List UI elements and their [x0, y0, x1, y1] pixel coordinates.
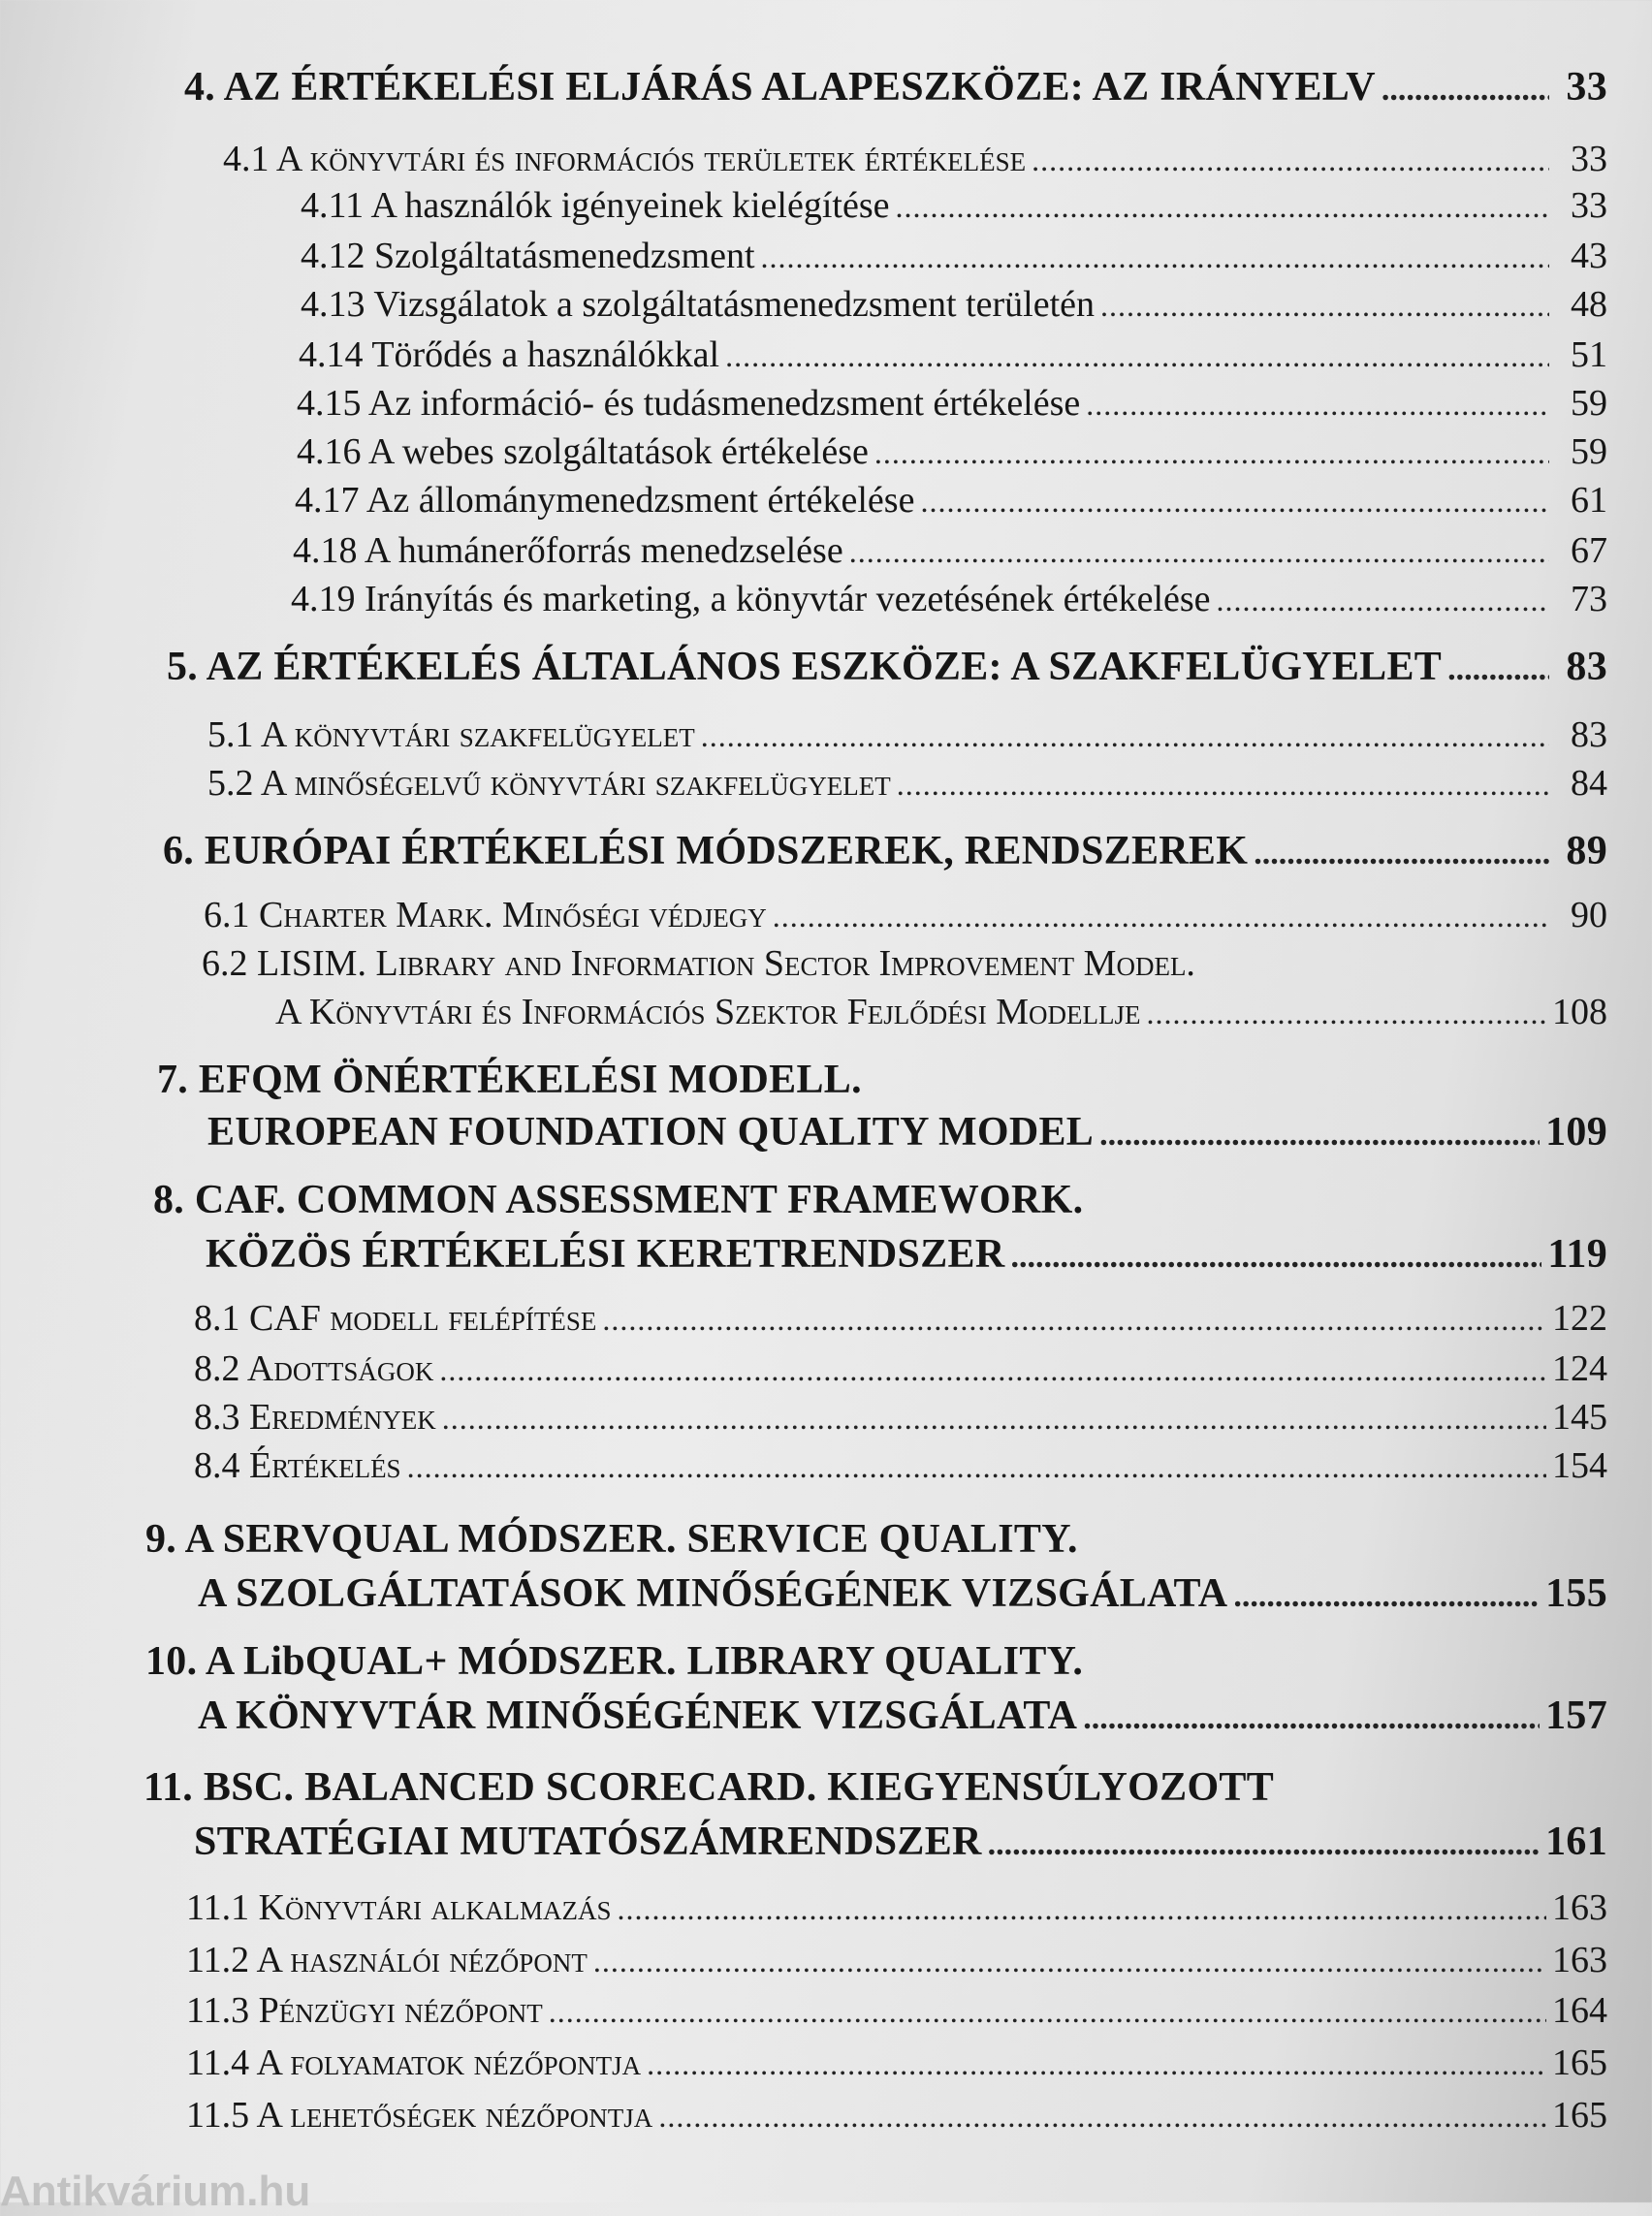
toc-entry-4-14 — [299, 333, 1607, 376]
toc-title: 5.1 A könyvtári szakfelügyelet — [207, 714, 695, 755]
dot-leader — [1010, 1239, 1541, 1276]
toc-page-number: 83 — [1566, 645, 1607, 689]
toc-entry-4-19 — [291, 578, 1607, 620]
toc-title: 8.2 Adottságok — [194, 1348, 434, 1389]
toc-title: 4.15 Az információ- és tudásmenedzsment értékelése — [297, 383, 1081, 424]
dot-leader — [602, 1302, 1546, 1338]
toc-entry-6-1 — [204, 894, 1607, 936]
toc-entry-ch8 — [206, 1231, 1607, 1278]
dot-leader — [618, 1891, 1546, 1927]
dot-leader — [874, 435, 1549, 471]
toc-title: 4.12 Szolgáltatásmenedzsment — [301, 236, 755, 276]
toc-page-number: 145 — [1552, 1397, 1607, 1438]
toc-entry-4-18 — [293, 529, 1607, 572]
toc-entry-11-3 — [186, 1989, 1607, 2032]
toc-page-number: 108 — [1552, 992, 1607, 1032]
toc-entry-ch4 — [184, 64, 1607, 111]
toc-entry-ch9 — [198, 1570, 1607, 1617]
toc-entry-11-5 — [186, 2094, 1607, 2137]
toc-entry-ch11-line1: 11. BSC. BALANCED SCORECARD. KIEGYENSÚLYOZOTT — [143, 1765, 1275, 1810]
toc-title: 11.2 A használói nézőpont — [186, 1940, 588, 1980]
dot-leader — [1100, 288, 1549, 324]
toc-title: 5.2 A minőségelvű könyvtári szakfelügyelet — [207, 763, 891, 804]
toc-entry-ch6 — [163, 828, 1607, 874]
toc-page-number: 119 — [1547, 1232, 1607, 1277]
toc-page-number: 84 — [1571, 763, 1607, 804]
dot-leader — [647, 2046, 1546, 2082]
toc-entry-5-2 — [207, 762, 1607, 805]
toc-title: 4.19 Irányítás és marketing, a könyvtár vezetésének értékelése — [291, 579, 1211, 619]
toc-page-number: 33 — [1571, 185, 1607, 226]
toc-page-number: 154 — [1552, 1445, 1607, 1486]
dot-leader — [773, 899, 1549, 934]
dot-leader — [988, 1826, 1540, 1863]
toc-page-number: 163 — [1552, 1887, 1607, 1928]
toc-page-number: 163 — [1552, 1940, 1607, 1980]
dot-leader — [1382, 72, 1549, 109]
toc-page-number: 161 — [1545, 1820, 1607, 1864]
toc-entry-ch5 — [167, 644, 1607, 690]
toc-entry-5-1 — [207, 713, 1607, 756]
toc-page-number: 165 — [1552, 2042, 1607, 2083]
toc-entry-8-1 — [194, 1297, 1607, 1340]
toc-title: 4.11 A használók igényeinek kielégítése — [301, 185, 890, 226]
dot-leader — [1233, 1578, 1540, 1615]
dot-leader — [549, 1994, 1546, 2030]
toc-page-number: 67 — [1571, 530, 1607, 571]
toc-entry-4-11 — [301, 184, 1607, 227]
toc-page-number: 83 — [1571, 714, 1607, 755]
dot-leader — [442, 1401, 1546, 1437]
dot-leader — [1217, 583, 1549, 618]
toc-entry-8-3 — [194, 1396, 1607, 1439]
dot-leader — [1447, 651, 1549, 688]
toc-page-number: 73 — [1571, 579, 1607, 619]
toc-page-number: 109 — [1545, 1110, 1607, 1155]
dot-leader — [439, 1352, 1546, 1388]
toc-page-number: 59 — [1571, 431, 1607, 472]
toc-entry-ch8-line1: 8. CAF. COMMON ASSESSMENT FRAMEWORK. — [153, 1178, 1084, 1222]
toc-title: 4.16 A webes szolgáltatások értékelése — [297, 431, 869, 472]
toc-entry-ch7-line1: 7. EFQM ÖNÉRTÉKELÉSI MODELL. — [157, 1058, 862, 1102]
toc-entry-ch11 — [194, 1819, 1607, 1865]
toc-page-number: 165 — [1552, 2095, 1607, 2136]
toc-title: STRATÉGIAI MUTATÓSZÁMRENDSZER — [194, 1820, 982, 1864]
dot-leader — [897, 767, 1549, 803]
toc-entry-4-17 — [295, 479, 1607, 522]
dot-leader — [658, 2099, 1546, 2135]
toc-entry-ch7 — [207, 1109, 1607, 1155]
toc-title: A Könyvtári és Információs Szektor Fejlődési Modellje — [275, 992, 1141, 1032]
toc-title: A KÖNYVTÁR MINŐSÉGÉNEK VIZSGÁLATA — [198, 1694, 1078, 1738]
toc-title: A SZOLGÁLTATÁSOK MINŐSÉGÉNEK VIZSGÁLATA — [198, 1571, 1228, 1616]
toc-title: 11.3 Pénzügyi nézőpont — [186, 1990, 543, 2031]
toc-entry-8-4 — [194, 1444, 1607, 1487]
toc-title: 8.3 Eredmények — [194, 1397, 436, 1438]
toc-title: 4.14 Törődés a használókkal — [299, 334, 720, 375]
toc-entry-4-15 — [297, 382, 1607, 425]
toc-title: 11.5 A lehetőségek nézőpontja — [186, 2095, 653, 2136]
toc-entry-11-1 — [186, 1886, 1607, 1929]
dot-leader — [593, 1944, 1546, 1979]
toc-title: 4.18 A humánerőforrás menedzselése — [293, 530, 843, 571]
toc-entry-4-1 — [223, 138, 1607, 180]
toc-title: 11.1 Könyvtári alkalmazás — [186, 1887, 612, 1928]
toc-entry-ch9-line1: 9. A SERVQUAL MÓDSZER. SERVICE QUALITY. — [145, 1517, 1078, 1562]
toc-page-number: 33 — [1571, 139, 1607, 179]
toc-entry-ch10 — [198, 1693, 1607, 1739]
toc-page-number: 59 — [1571, 383, 1607, 424]
dot-leader — [761, 239, 1549, 275]
toc-title: 8.4 Értékelés — [194, 1445, 401, 1486]
toc-page-number: 33 — [1566, 65, 1607, 110]
toc-page-number: 43 — [1571, 236, 1607, 276]
watermark: Antikvárium.hu — [0, 2168, 311, 2215]
dot-leader — [1083, 1700, 1540, 1737]
toc-title: 8.1 CAF modell felépítése — [194, 1298, 597, 1339]
toc-entry-6-2-line1: 6.2 LISIM. Library and Information Sector Improvement Model. — [202, 943, 1195, 984]
dot-leader — [701, 718, 1549, 754]
toc-title: EUROPEAN FOUNDATION QUALITY MODEL — [207, 1110, 1095, 1155]
toc-entry-8-2 — [194, 1347, 1607, 1390]
toc-title: 4.17 Az állománymenedzsment értékelése — [295, 480, 915, 521]
dot-leader — [1254, 836, 1549, 872]
toc-page-number: 90 — [1571, 895, 1607, 935]
toc-page-number: 124 — [1552, 1348, 1607, 1389]
toc-entry-4-16 — [297, 430, 1607, 473]
toc-entry-6-2 — [275, 991, 1607, 1033]
toc-title: KÖZÖS ÉRTÉKELÉSI KERETRENDSZER — [206, 1232, 1005, 1277]
toc-page-number: 61 — [1571, 480, 1607, 521]
toc-page-number: 89 — [1566, 829, 1607, 873]
toc-entry-ch10-line1: 10. A LibQUAL+ MÓDSZER. LIBRARY QUALITY. — [145, 1639, 1084, 1684]
dot-leader — [1099, 1117, 1540, 1154]
dot-leader — [920, 484, 1549, 520]
dot-leader — [849, 534, 1549, 570]
toc-page-number: 122 — [1552, 1298, 1607, 1339]
toc-page-number: 48 — [1571, 284, 1607, 325]
toc-title: 6.1 Charter Mark. Minőségi védjegy — [204, 895, 767, 935]
dot-leader — [1147, 996, 1547, 1031]
toc-page-number: 164 — [1552, 1990, 1607, 2031]
toc-entry-4-12 — [301, 235, 1607, 277]
toc-title: 4.13 Vizsgálatok a szolgáltatásmenedzsment területén — [301, 284, 1096, 325]
toc-page-number: 157 — [1545, 1694, 1607, 1738]
toc-page-number: 51 — [1571, 334, 1607, 375]
toc-entry-11-4 — [186, 2042, 1607, 2084]
toc-page-number: 155 — [1545, 1571, 1607, 1616]
toc-entry-11-2 — [186, 1939, 1607, 1981]
dot-leader — [1032, 142, 1549, 178]
dot-leader — [407, 1449, 1546, 1485]
toc-entry-4-13 — [301, 283, 1607, 326]
toc-title: 11.4 A folyamatok nézőpontja — [186, 2042, 642, 2083]
toc-title: 6. EURÓPAI ÉRTÉKELÉSI MÓDSZEREK, RENDSZEREK — [163, 829, 1249, 873]
dot-leader — [725, 338, 1549, 374]
dot-leader — [895, 189, 1549, 225]
toc-title: 4.1 A könyvtári és információs területek értékelése — [223, 139, 1027, 179]
toc-title: 5. AZ ÉRTÉKELÉS ÁLTALÁNOS ESZKÖZE: A SZAKFELÜGYELET — [167, 645, 1443, 689]
dot-leader — [1086, 387, 1549, 423]
toc-title: 4. AZ ÉRTÉKELÉSI ELJÁRÁS ALAPESZKÖZE: AZ IRÁNYELV — [184, 65, 1376, 110]
